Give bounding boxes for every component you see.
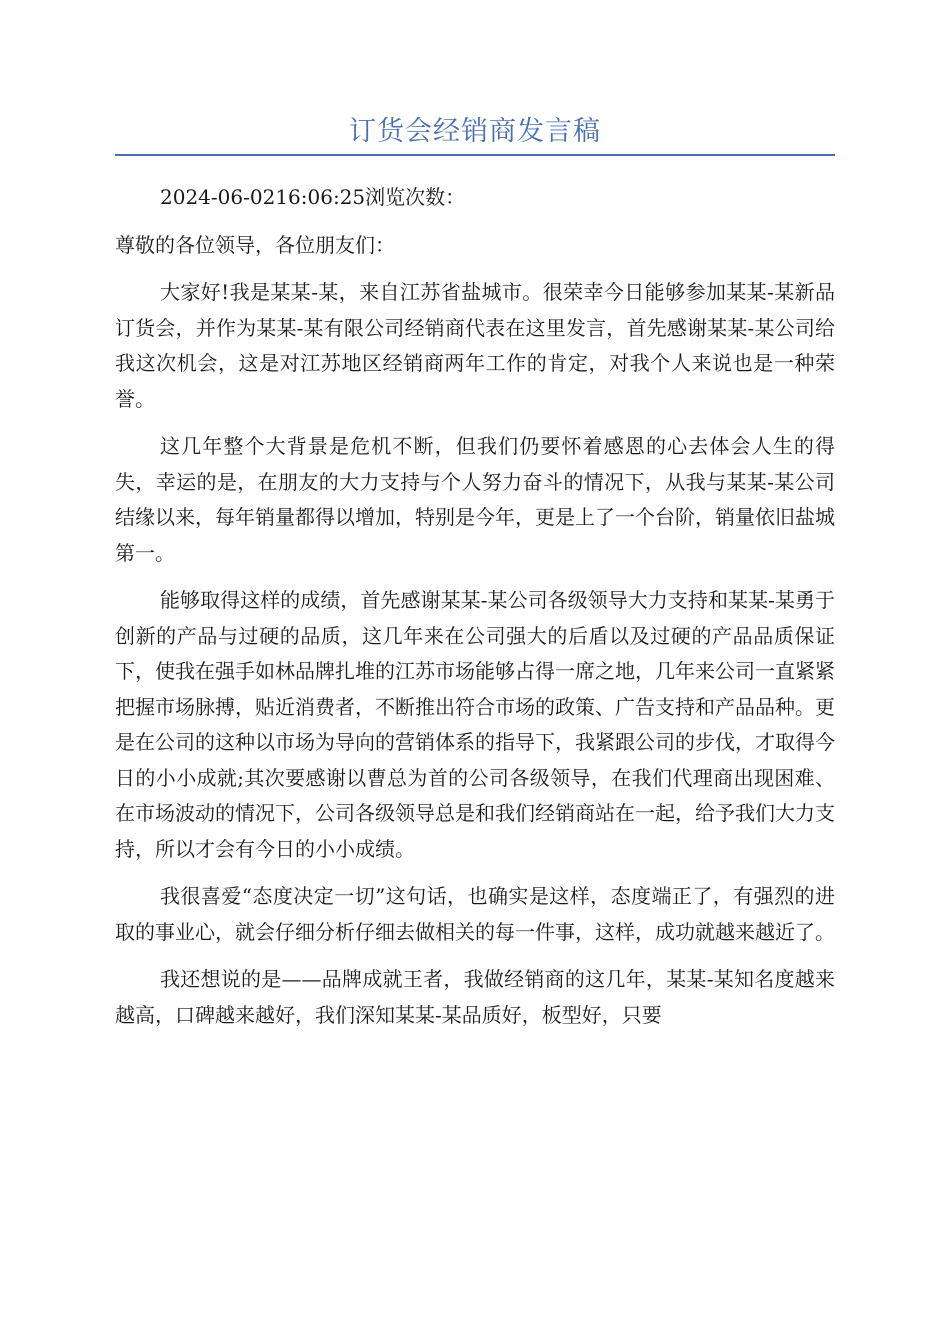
paragraph-2: 这几年整个大背景是危机不断，但我们仍要怀着感恩的心去体会人生的得失，幸运的是，在朋友的大力支持与个人努力奋斗的情况下，从我与某某-某公司结缘以来，每年销量都得以增加，特别是今年，更是上了一个台阶，销量依旧盐城第一。 xyxy=(115,434,835,565)
document-title: 订货会经销商发言稿 xyxy=(349,116,601,147)
paragraph-3: 能够取得这样的成绩，首先感谢某某-某公司各级领导大力支持和某某-某勇于创新的产品与过硬的品质，这几年来在公司强大的后盾以及过硬的产品品质保证下，使我在强手如林品牌扎堆的江苏市场能够占得一席之地，几年来公司一直紧紧把握市场脉搏，贴近消费者，不断推出符合市场的政策、广告支持和产品品种。更是在公司的这种以市场为导向的营销体系的指导下，我紧跟公司的步伐，才取得今日的小小成就;其次要感谢以曹总为首的公司各级领导，在我们代理商出现困难、在市场波动的情况下，公司各级领导总是和我们经销商站在一起，给予我们大力支持，所以才会有今日的小小成绩。 xyxy=(115,588,835,861)
document-body xyxy=(115,180,835,1045)
publish-meta: 2024-06-0216:06:25浏览次数： xyxy=(160,185,466,209)
paragraph-5: 我还想说的是——品牌成就王者，我做经销商的这几年，某某-某知名度越来越高，口碑越来越好，我们深知某某-某品质好，板型好，只要 xyxy=(115,967,835,1027)
paragraph-4: 我很喜爱“态度决定一切”这句话，也确实是这样，态度端正了，有强烈的进取的事业心，就会仔细分析仔细去做相关的每一件事，这样，成功就越来越近了。 xyxy=(115,884,835,944)
paragraph-1: 大家好!我是某某-某，来自江苏省盐城市。很荣幸今日能够参加某某-某新品订货会，并作为某某-某有限公司经销商代表在这里发言，首先感谢某某-某公司给我这次机会，这是对江苏地区经销商两年工作的肯定，对我个人来说也是一种荣誉。 xyxy=(115,280,835,411)
title-underline-divider xyxy=(115,154,835,156)
salutation: 尊敬的各位领导，各位朋友们： xyxy=(115,232,395,257)
